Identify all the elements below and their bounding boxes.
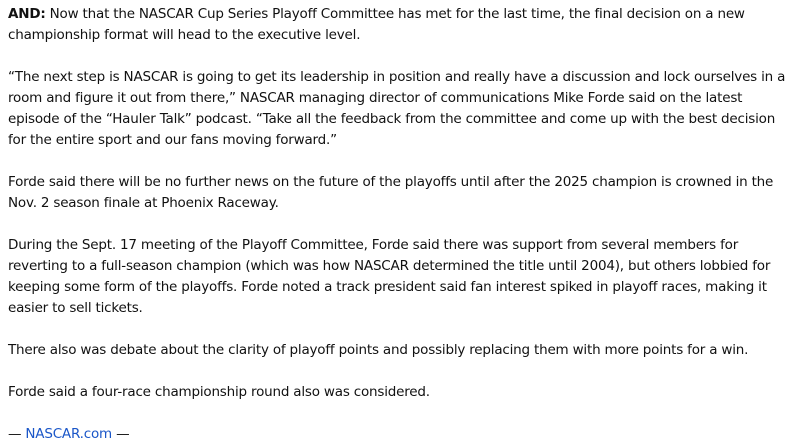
paragraph-quote: “The next step is NASCAR is going to get its leadership in position and really have a discussion and lock ourselves in a room and figure it out from there,” NASCAR managing director of communications Mike Forde said on the latest episode of the “Hauler Talk” podcast. “Take all the feedback from the committee and come up with the best decision for the entire sport and our fans moving forward.” bbox=[8, 69, 786, 148]
source-credit bbox=[8, 424, 794, 445]
source-link[interactable]: NASCAR.com bbox=[25, 426, 112, 442]
source-prefix: — bbox=[8, 426, 26, 442]
source-suffix: — bbox=[112, 426, 130, 442]
paragraph-intro-text: Now that the NASCAR Cup Series Playoff Committee has met for the last time, the final decision on a new championship format will head to the executive level. bbox=[8, 6, 745, 43]
paragraph-playoff-points: There also was debate about the clarity of playoff points and possibly replacing them with more points for a win. bbox=[8, 342, 749, 358]
paragraph-no-further-news: Forde said there will be no further news on the future of the playoffs until after the 2025 champion is crowned in the Nov. 2 season finale at Phoenix Raceway. bbox=[8, 174, 774, 211]
paragraph-championship-round: Forde said a four-race championship round also was considered. bbox=[8, 384, 430, 400]
lead-label: AND: bbox=[8, 6, 46, 22]
article-body bbox=[8, 4, 794, 445]
paragraph-intro bbox=[8, 4, 794, 46]
paragraph-committee-meeting: During the Sept. 17 meeting of the Playoff Committee, Forde said there was support from several members for reverting to a full-season champion (which was how NASCAR determined the title until 2004), but others lobbied for keeping some form of the playoffs. Forde noted a track president said fan interest spiked in playoff races, making it easier to sell tickets. bbox=[8, 237, 771, 316]
